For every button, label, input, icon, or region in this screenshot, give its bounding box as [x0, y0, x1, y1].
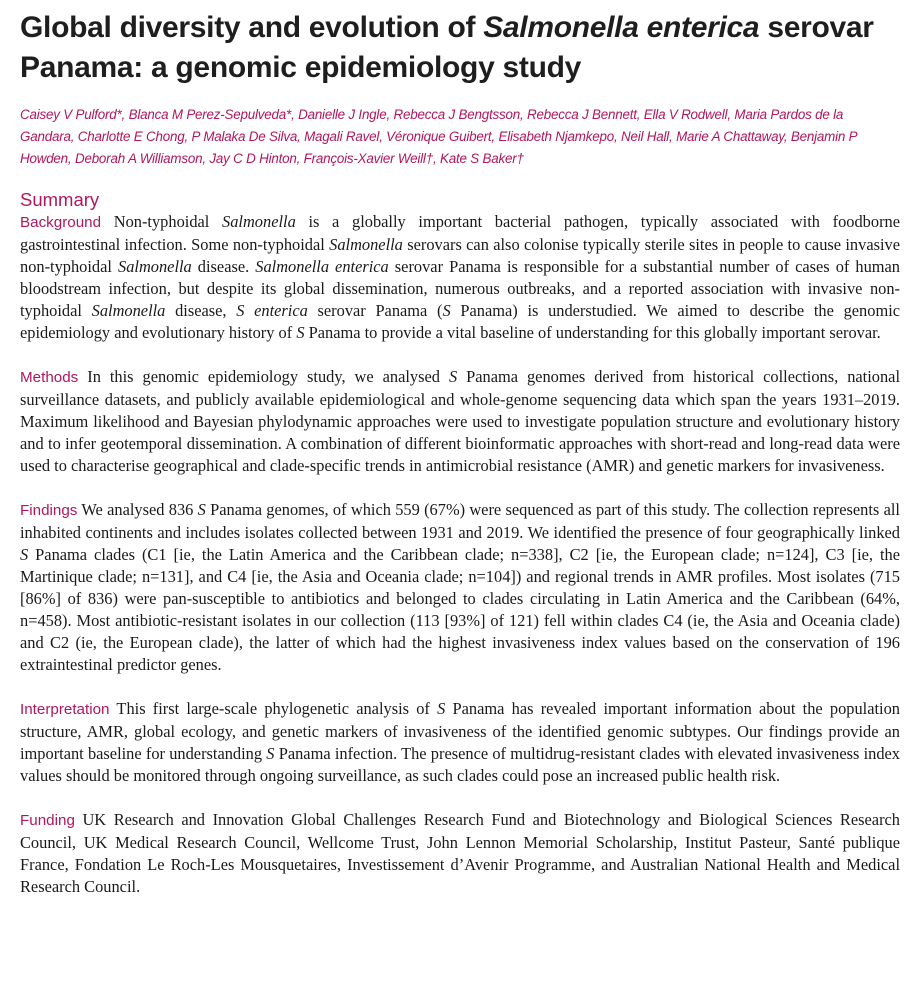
background-text: serovar Panama is responsible for a substantial number of cases of human bloodstream infection, but despite its global dissemination, numerous outbreaks, and a reported association with invasive non-typhoidal: [20, 257, 900, 320]
methods-text: Panama genomes derived from historical collections, national surveillance datasets, and publicly available epidemiological and whole-genome sequencing data which span the years 1931–2019. Maximum likelihood and Bayesian phylodynamic approaches were used to investigate population structure and evolutionary history and to infer geotemporal dissemination. A combination of different bioinformatic approaches with short-read and long-read data were used to characterise geographical and clade-specific trends in antimicrobial resistance (AMR) and genetic markers for invasiveness.: [20, 367, 901, 475]
background-text: disease,: [165, 301, 237, 320]
background-text: is a globally important bacterial pathogen, typically associated with foodborne gastrointestinal infection. Some non-typhoidal: [20, 212, 900, 254]
interpretation-section: [20, 698, 900, 787]
findings-text: Panama genomes, of which 559 (67%) were sequenced as part of this study. The collection represents all inhabited continents and includes isolates collected between 1931 and 2019. We identified the presence of four geographically linked: [20, 500, 900, 542]
findings-italic: S: [197, 500, 206, 519]
interpretation-text: This first large-scale phylogenetic analysis of: [109, 699, 438, 718]
background-italic: S: [296, 323, 305, 342]
methods-label: Methods: [20, 369, 79, 386]
summary-heading: Summary: [20, 189, 100, 210]
interpretation-italic: S: [266, 744, 275, 763]
title-text-1: Global diversity and evolution of: [20, 11, 484, 44]
funding-section: [20, 809, 900, 898]
background-text: Panama to provide a vital baseline of understanding for this globally important serovar.: [304, 323, 881, 342]
background-text: serovar Panama (: [307, 301, 443, 320]
methods-text: In this genomic epidemiology study, we analysed: [78, 367, 449, 386]
interpretation-text: Panama has revealed important information about the population structure, AMR, global ecology, and genetic markers of invasiveness of the identified genomic subtypes. Our findings provide an important baseline for understanding: [20, 699, 900, 763]
background-text: Non-typhoidal: [101, 212, 223, 231]
findings-text: We analysed 836: [77, 500, 198, 519]
methods-italic: S: [448, 367, 458, 386]
background-label: Background: [20, 214, 102, 231]
findings-italic: S: [20, 545, 29, 564]
funding-text: UK Research and Innovation Global Challenges Research Fund and Biotechnology and Biological Sciences Research Council, UK Medical Research Council, Wellcome Trust, John Lennon Memorial Scholarship, Institut Pasteur, Santé publique France, Fondation Le Roch-Les Mousquetaires, Investissement d’Avenir Programme, and Australian National Health and Medical Research Council.: [20, 810, 900, 896]
background-italic: Salmonella: [222, 212, 296, 231]
title-species: Salmonella enterica: [483, 11, 760, 44]
methods-section: [20, 366, 900, 477]
background-section: [20, 211, 900, 344]
background-italic: S enterica: [236, 301, 308, 320]
background-italic: Salmonella: [91, 301, 166, 320]
background-italic: Salmonella enterica: [255, 257, 389, 276]
funding-label: Funding: [20, 812, 75, 829]
article-page: [20, 8, 900, 920]
interpretation-label: Interpretation: [20, 701, 110, 718]
findings-label: Findings: [20, 502, 78, 519]
findings-text: Panama clades (C1 [ie, the Latin America and the Caribbean clade; n=338], C2 [ie, the European clade; n=124], C3 [ie, the Martinique clade; n=131], and C4 [ie, the Asia and Oceania clade; n=104]) and regional trends in AMR profiles. Most isolates (715 [86%] of 836) were pan-susceptible to antibiotics and belonged to clades circulating in Latin America and the Caribbean (64%, n=458). Most antibiotic-resistant isolates in our collection (113 [93%] of 121) fell within clades C4 (ie, the Asia and Oceania clade) and C2 (ie, the European clade), the latter of which had the highest invasiveness index values based on the conservation of 196 extraintestinal predictor genes.: [20, 545, 900, 674]
article-title: [20, 8, 900, 88]
title-text-2: serovar Panama: a genomic epidemiology study: [20, 11, 874, 84]
interpretation-italic: S: [437, 699, 446, 718]
interpretation-text: Panama infection. The presence of multidrug-resistant clades with elevated invasiveness index values should be monitored through ongoing surveillance, as such clades could pose an increased public health risk.: [20, 744, 901, 785]
background-text: Panama) is understudied. We aimed to describe the genomic epidemiology and evolutionary history of: [20, 301, 901, 342]
background-text: disease.: [191, 257, 256, 276]
background-text: serovars can also colonise typically sterile sites in people to cause invasive non-typhoidal: [20, 235, 900, 276]
background-italic: Salmonella: [118, 257, 192, 276]
background-italic: S: [442, 301, 451, 320]
background-italic: Salmonella: [329, 235, 403, 254]
author-list: Caisey V Pulford*, Blanca M Perez-Sepulveda*, Danielle J Ingle, Rebecca J Bengtsson, Rebecca J Bennett, Ella V Rodwell, Maria Pardos de la Gandara, Charlotte E Chong, P Malaka De Silva, Magali Ravel, Véronique Guibert, Elisabeth Njamkepo, Neil Hall, Marie A Chattaway, Benjamin P Howden, Deborah A Williamson, Jay C D Hinton, François-Xavier Weill†, Kate S Baker†: [20, 107, 857, 166]
findings-section: [20, 499, 900, 676]
